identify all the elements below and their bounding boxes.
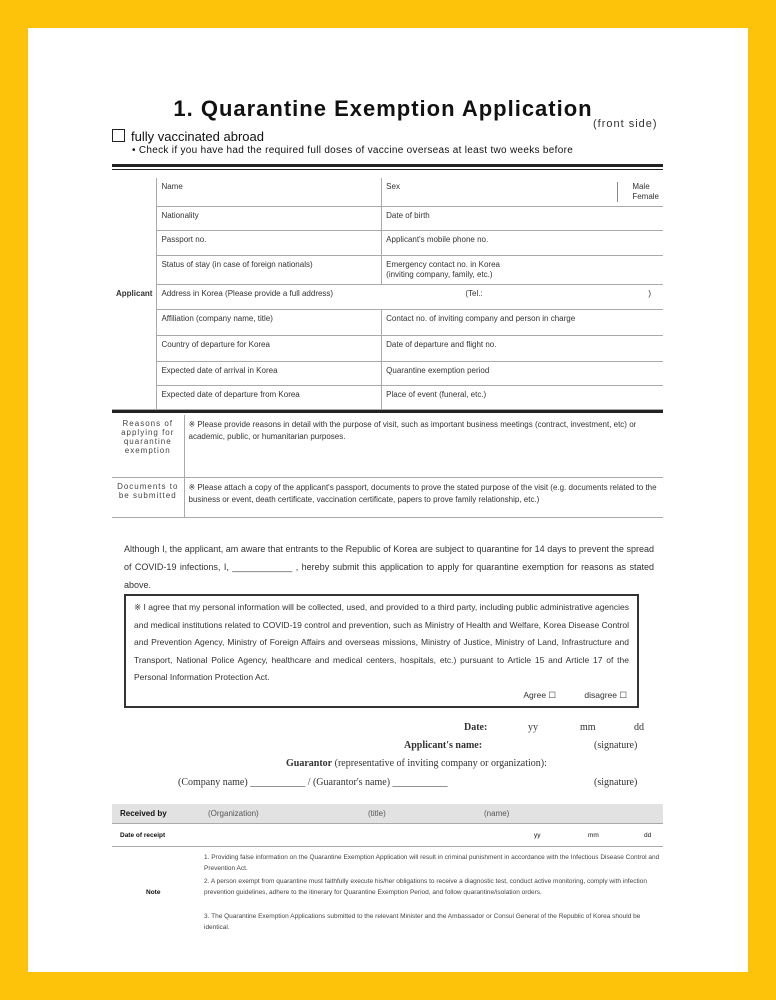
application-form-page — [28, 28, 748, 972]
note-item-1: 1. Providing false information on the Quarantine Exemption Application will result in criminal punishment in accordance with the Infectious Disease Control and Prevention Act. — [204, 854, 660, 872]
affiliation-field[interactable]: Affiliation (company name, title) — [157, 310, 382, 336]
mid-divider — [112, 410, 663, 413]
declaration-text: Although I, the applicant, am aware that entrants to the Republic of Korea are subject to quarantine for 14 days to prevent the spread of COVID-19 infections, I, ____________ , hereby submit this application to apply for quarantine exemption for reasons as stated above. — [124, 544, 654, 590]
leave-date-field[interactable]: Expected date of departure from Korea — [157, 386, 382, 410]
note-item-3: 3. The Quarantine Exemption Applications submitted to the relevant Minister and the Ambassador or Consul General of the Republic of Korea should be identical. — [204, 913, 641, 931]
event-place-field[interactable]: Place of event (funeral, etc.) — [382, 386, 663, 410]
mobile-field[interactable]: Applicant's mobile phone no. — [382, 231, 663, 256]
date-mm[interactable]: mm — [580, 722, 596, 733]
dob-field[interactable]: Date of birth — [382, 207, 663, 231]
received-title[interactable]: (title) — [368, 809, 386, 818]
received-by-bar — [112, 804, 663, 823]
applicant-table — [112, 178, 663, 410]
reasons-label: Reasons of applying for quarantine exemption — [112, 415, 184, 477]
receipt-divider — [112, 846, 663, 847]
sex-options[interactable]: Male Female — [617, 182, 659, 202]
top-divider-thin — [112, 169, 663, 170]
date-yy[interactable]: yy — [528, 722, 538, 733]
vaccinated-hint: • Check if you have had the required full doses of vaccine overseas at least two weeks before — [132, 145, 574, 156]
vaccinated-label: fully vaccinated abroad — [131, 129, 264, 144]
top-divider — [112, 164, 663, 167]
exemption-period-field[interactable]: Quarantine exemption period — [382, 362, 663, 386]
receipt-date-label: Date of receipt — [120, 832, 166, 839]
note-label: Note — [146, 889, 161, 896]
documents-label: Documents to be submitted — [112, 477, 184, 517]
reasons-field[interactable]: ※ Please provide reasons in detail with the purpose of visit, such as important business meetings (contract, investment, etc) or academic, public, or humanitarian purposes. — [184, 415, 663, 477]
departure-country-field[interactable]: Country of departure for Korea — [157, 336, 382, 362]
documents-field[interactable]: ※ Please attach a copy of the applicant's passport, documents to prove the stated purpose of the visit (e.g. documents related to the business or event, death certificate, vaccination certificate, papers to prove family relationship, etc.) — [184, 477, 663, 517]
form-title: 1. Quarantine Exemption Application — [173, 96, 593, 121]
receipt-yy[interactable]: yy — [534, 832, 541, 839]
front-side-note: (front side) — [593, 118, 658, 130]
guarantor-signature[interactable]: (signature) — [594, 777, 638, 788]
inviting-contact-field[interactable]: Contact no. of inviting company and person in charge — [382, 310, 663, 336]
status-field[interactable]: Status of stay (in case of foreign nationals) — [157, 256, 382, 285]
received-org[interactable]: (Organization) — [208, 809, 259, 818]
receipt-dd[interactable]: dd — [644, 832, 652, 839]
vaccinated-checkbox-row[interactable] — [112, 129, 264, 144]
guarantor-line: Guarantor (representative of inviting company or organization): — [286, 758, 547, 769]
agree-checkbox[interactable]: Agree ☐ — [523, 689, 557, 700]
consent-box — [124, 594, 639, 708]
date-label: Date: — [464, 722, 488, 733]
applicant-signature[interactable]: (signature) — [594, 740, 638, 751]
name-field[interactable]: Name — [157, 178, 382, 207]
sex-field[interactable]: Sex Male Female — [382, 178, 663, 207]
applicant-name-label: Applicant's name: — [404, 740, 483, 751]
vaccinated-checkbox[interactable] — [112, 129, 125, 142]
nationality-field[interactable]: Nationality — [157, 207, 382, 231]
date-dd[interactable]: dd — [634, 722, 644, 733]
departure-date-field[interactable]: Date of departure and flight no. — [382, 336, 663, 362]
received-name[interactable]: (name) — [484, 809, 510, 818]
note-item-2: 2. A person exempt from quarantine must faithfully execute his/her obligations to receive a diagnostic test, conduct active monitoring, comply with infection prevention guidelines, adhere to the itinerary for Quarantine Exemption Period, and follow quarantine/isolation orders. — [204, 878, 647, 896]
address-field[interactable]: Address in Korea (Please provide a full address) (Tel.: ) — [157, 285, 663, 310]
received-divider — [112, 823, 663, 824]
receipt-mm[interactable]: mm — [588, 832, 599, 839]
company-guarantor-line[interactable]: (Company name) ___________ / (Guarantor's name) ___________ — [178, 777, 448, 788]
disagree-checkbox[interactable]: disagree ☐ — [584, 689, 627, 700]
reasons-table — [112, 415, 663, 518]
received-by-label: Received by — [120, 809, 167, 818]
passport-field[interactable]: Passport no. — [157, 231, 382, 256]
arrival-date-field[interactable]: Expected date of arrival in Korea — [157, 362, 382, 386]
applicant-group-label: Applicant — [112, 178, 157, 410]
consent-text: ※ I agree that my personal information will be collected, used, and provided to a third party, including public administrative agencies and medical institutions related to COVID-19 control and prevention, such as Ministry of Health and Welfare, Korea Disease Control and Prevention Agency, Ministry of Foreign Affairs and overseas missions, Ministry of Justice, Ministry of Land, Infrastructure and Transport, National Police Agency, healthcare and medical centers, hospitals, etc.) pursuant to Article 15 and Article 17 of the Personal Information Protection Act. — [134, 602, 629, 682]
consent-options — [523, 687, 627, 705]
emergency-field[interactable]: Emergency contact no. in Korea (inviting company, family, etc.) — [382, 256, 663, 285]
